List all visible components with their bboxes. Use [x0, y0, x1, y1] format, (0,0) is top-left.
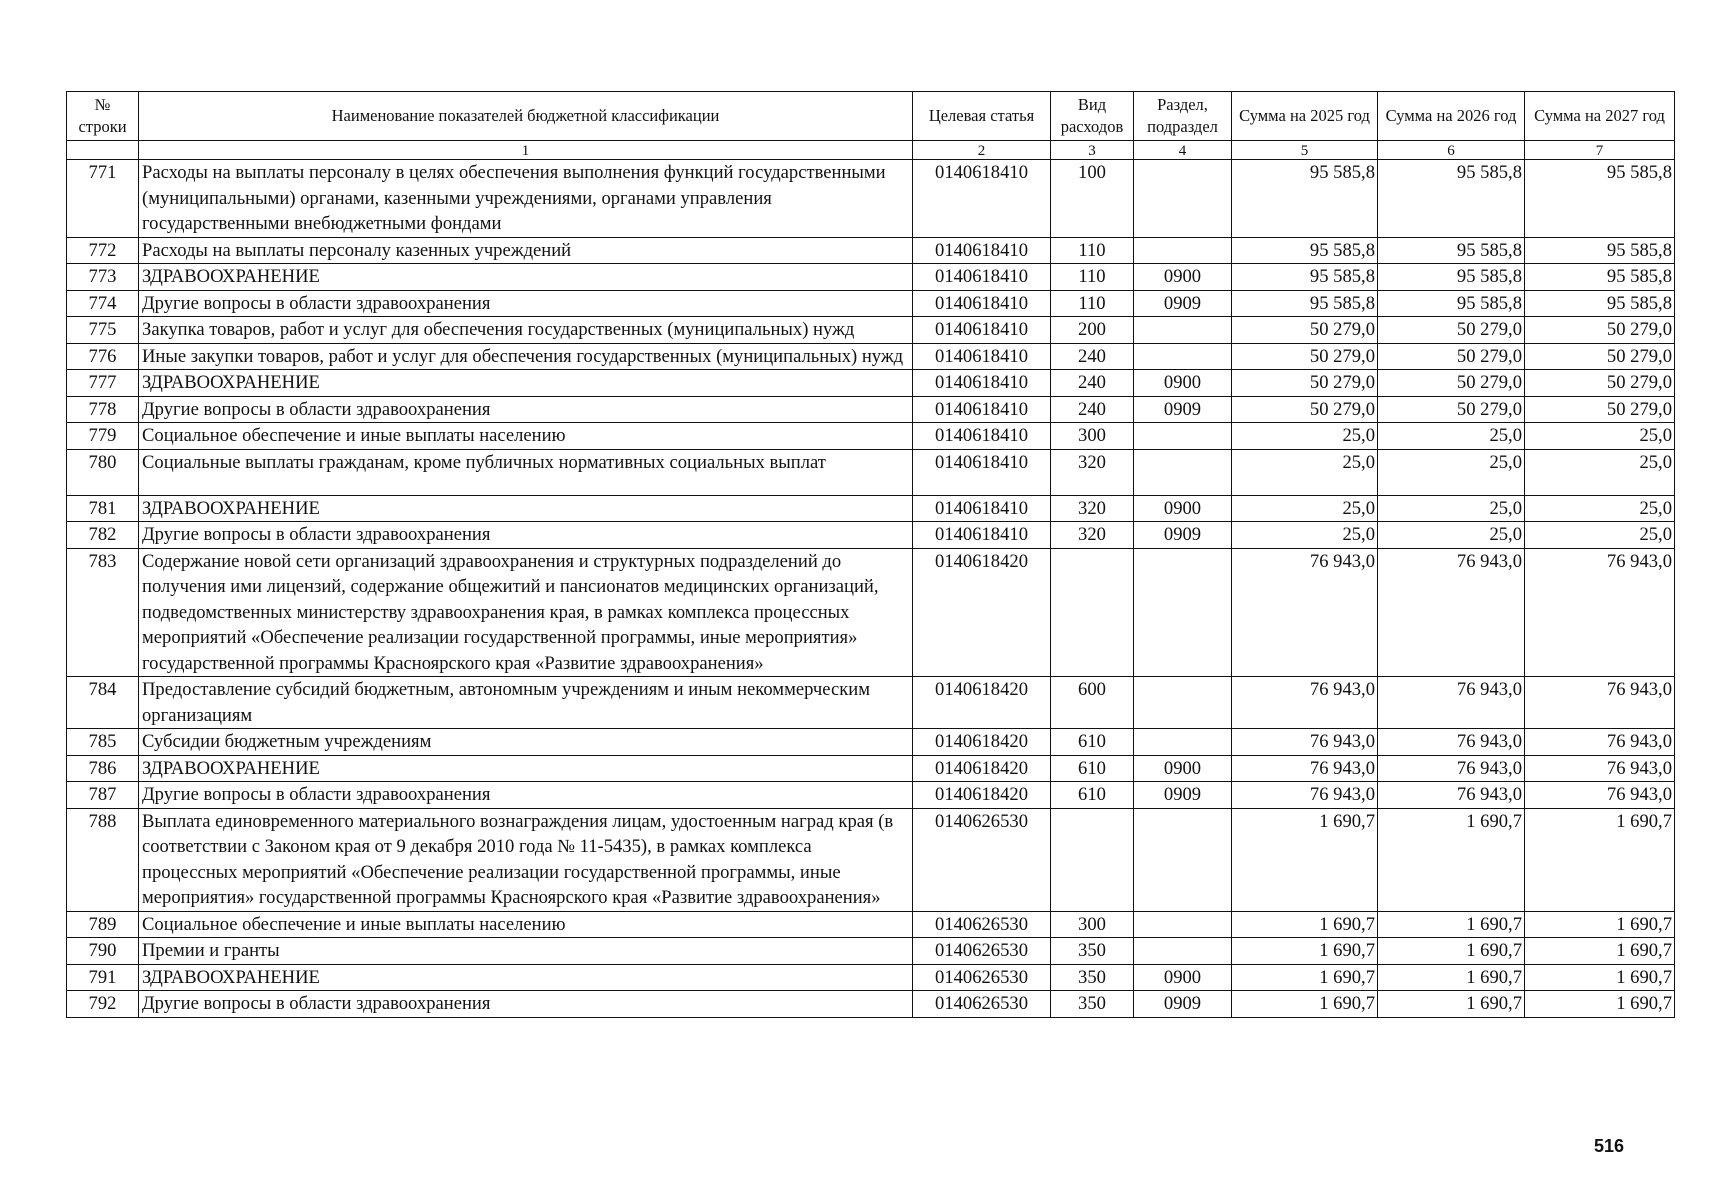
row-sum-2025: 25,0 [1232, 423, 1378, 450]
row-sum-2027: 50 279,0 [1525, 396, 1675, 423]
row-section: 0909 [1134, 522, 1232, 549]
column-number: 7 [1525, 141, 1675, 160]
row-sum-2025: 95 585,8 [1232, 290, 1378, 317]
row-number: 786 [67, 755, 139, 782]
row-expense-type [1051, 808, 1134, 911]
header-sum-2026: Сумма на 2026 год [1378, 92, 1525, 141]
row-section [1134, 938, 1232, 965]
row-sum-2027: 50 279,0 [1525, 370, 1675, 397]
column-number: 6 [1378, 141, 1525, 160]
row-target-article: 0140626530 [913, 808, 1051, 911]
row-sum-2025: 1 690,7 [1232, 991, 1378, 1018]
row-expense-type: 110 [1051, 237, 1134, 264]
row-target-article: 0140618410 [913, 449, 1051, 495]
header-section: Раздел, подраздел [1134, 92, 1232, 141]
row-sum-2026: 1 690,7 [1378, 964, 1525, 991]
row-number: 774 [67, 290, 139, 317]
row-number: 772 [67, 237, 139, 264]
row-expense-type: 110 [1051, 264, 1134, 291]
table-row [67, 808, 1675, 911]
row-name: Другие вопросы в области здравоохранения [139, 782, 913, 809]
table-row [67, 729, 1675, 756]
row-section: 0909 [1134, 396, 1232, 423]
row-sum-2026: 50 279,0 [1378, 396, 1525, 423]
row-target-article: 0140626530 [913, 911, 1051, 938]
row-target-article: 0140618420 [913, 548, 1051, 677]
table-row [67, 343, 1675, 370]
row-sum-2025: 1 690,7 [1232, 938, 1378, 965]
row-name: Расходы на выплаты персоналу казенных учреждений [139, 237, 913, 264]
row-expense-type: 610 [1051, 729, 1134, 756]
row-sum-2027: 95 585,8 [1525, 237, 1675, 264]
table-row [67, 911, 1675, 938]
row-name: Другие вопросы в области здравоохранения [139, 522, 913, 549]
column-number: 1 [139, 141, 913, 160]
row-expense-type: 350 [1051, 938, 1134, 965]
row-section [1134, 343, 1232, 370]
row-name: Выплата единовременного материального вознаграждения лицам, удостоенным наград края (в соответствии с Законом края от 9 декабря 2010 года № 11-5435), в рамках комплекса процессных мероприятий «Обеспечение реализации государственной программы, иные мероприятия» государственной программы Красноярского края «Развитие здравоохранения» [139, 808, 913, 911]
row-target-article: 0140618420 [913, 729, 1051, 756]
row-target-article: 0140618410 [913, 264, 1051, 291]
row-target-article: 0140618410 [913, 423, 1051, 450]
row-sum-2027: 50 279,0 [1525, 343, 1675, 370]
row-sum-2026: 76 943,0 [1378, 729, 1525, 756]
table-row [67, 677, 1675, 729]
row-target-article: 0140618410 [913, 290, 1051, 317]
table-row [67, 522, 1675, 549]
row-sum-2026: 25,0 [1378, 449, 1525, 495]
row-number: 780 [67, 449, 139, 495]
column-number: 3 [1051, 141, 1134, 160]
row-target-article: 0140618410 [913, 237, 1051, 264]
row-section: 0900 [1134, 964, 1232, 991]
table-row [67, 755, 1675, 782]
row-name: Предоставление субсидий бюджетным, автономным учреждениям и иным некоммерческим организациям [139, 677, 913, 729]
row-sum-2027: 95 585,8 [1525, 160, 1675, 238]
row-sum-2025: 50 279,0 [1232, 343, 1378, 370]
row-name: ЗДРАВООХРАНЕНИЕ [139, 755, 913, 782]
row-section [1134, 677, 1232, 729]
row-number: 791 [67, 964, 139, 991]
table-body [67, 160, 1675, 1018]
row-sum-2026: 1 690,7 [1378, 991, 1525, 1018]
row-number: 790 [67, 938, 139, 965]
row-name: Другие вопросы в области здравоохранения [139, 396, 913, 423]
row-sum-2027: 76 943,0 [1525, 548, 1675, 677]
row-target-article: 0140618410 [913, 522, 1051, 549]
row-expense-type: 320 [1051, 495, 1134, 522]
row-name: Расходы на выплаты персоналу в целях обеспечения выполнения функций государственными (муниципальными) органами, казенными учреждениями, органами управления государственными внебюджетными фондами [139, 160, 913, 238]
row-expense-type [1051, 548, 1134, 677]
table-row [67, 782, 1675, 809]
row-target-article: 0140618420 [913, 782, 1051, 809]
row-sum-2026: 95 585,8 [1378, 160, 1525, 238]
row-expense-type: 110 [1051, 290, 1134, 317]
row-sum-2026: 25,0 [1378, 423, 1525, 450]
row-name: Социальное обеспечение и иные выплаты населению [139, 911, 913, 938]
row-sum-2026: 25,0 [1378, 522, 1525, 549]
row-sum-2026: 76 943,0 [1378, 755, 1525, 782]
row-section [1134, 808, 1232, 911]
row-sum-2026: 50 279,0 [1378, 370, 1525, 397]
row-target-article: 0140618420 [913, 755, 1051, 782]
row-number: 783 [67, 548, 139, 677]
row-number: 789 [67, 911, 139, 938]
row-expense-type: 100 [1051, 160, 1134, 238]
table-row [67, 449, 1675, 495]
row-number: 779 [67, 423, 139, 450]
table-row [67, 964, 1675, 991]
table-row [67, 317, 1675, 344]
row-number: 777 [67, 370, 139, 397]
row-number: 782 [67, 522, 139, 549]
row-sum-2025: 1 690,7 [1232, 964, 1378, 991]
row-sum-2027: 50 279,0 [1525, 317, 1675, 344]
row-name: Содержание новой сети организаций здравоохранения и структурных подразделений до получения ими лицензий, содержание общежитий и пансионатов медицинских организаций, подведомственных министерству здравоохранения края, в рамках комплекса процессных мероприятий «Обеспечение реализации государственной программы, иные мероприятия» государственной программы Красноярского края «Развитие здравоохранения» [139, 548, 913, 677]
table-row [67, 370, 1675, 397]
row-number: 775 [67, 317, 139, 344]
row-number: 778 [67, 396, 139, 423]
row-sum-2027: 76 943,0 [1525, 677, 1675, 729]
table-row [67, 290, 1675, 317]
row-number: 773 [67, 264, 139, 291]
row-expense-type: 350 [1051, 964, 1134, 991]
row-expense-type: 600 [1051, 677, 1134, 729]
row-expense-type: 610 [1051, 782, 1134, 809]
row-sum-2027: 76 943,0 [1525, 755, 1675, 782]
table-row [67, 991, 1675, 1018]
row-number: 776 [67, 343, 139, 370]
header-sum-2027: Сумма на 2027 год [1525, 92, 1675, 141]
column-number: 5 [1232, 141, 1378, 160]
row-sum-2025: 76 943,0 [1232, 755, 1378, 782]
row-target-article: 0140626530 [913, 938, 1051, 965]
row-section: 0900 [1134, 755, 1232, 782]
row-section [1134, 160, 1232, 238]
row-sum-2026: 50 279,0 [1378, 343, 1525, 370]
row-number: 771 [67, 160, 139, 238]
row-name: ЗДРАВООХРАНЕНИЕ [139, 964, 913, 991]
row-section [1134, 317, 1232, 344]
header-sum-2025: Сумма на 2025 год [1232, 92, 1378, 141]
row-name: Иные закупки товаров, работ и услуг для обеспечения государственных (муниципальных) нужд [139, 343, 913, 370]
row-expense-type: 300 [1051, 423, 1134, 450]
page-number: 516 [1594, 1136, 1625, 1156]
row-section: 0909 [1134, 991, 1232, 1018]
row-sum-2026: 76 943,0 [1378, 782, 1525, 809]
header-row [67, 92, 1675, 141]
row-sum-2025: 50 279,0 [1232, 396, 1378, 423]
row-sum-2027: 95 585,8 [1525, 290, 1675, 317]
row-section [1134, 423, 1232, 450]
row-name: Другие вопросы в области здравоохранения [139, 290, 913, 317]
row-sum-2027: 76 943,0 [1525, 782, 1675, 809]
row-sum-2027: 1 690,7 [1525, 991, 1675, 1018]
row-section: 0900 [1134, 264, 1232, 291]
header-row-no: № строки [67, 92, 139, 141]
row-sum-2025: 1 690,7 [1232, 911, 1378, 938]
row-expense-type: 240 [1051, 343, 1134, 370]
row-section [1134, 548, 1232, 677]
row-name: ЗДРАВООХРАНЕНИЕ [139, 264, 913, 291]
row-name: Другие вопросы в области здравоохранения [139, 991, 913, 1018]
table-row [67, 938, 1675, 965]
row-name: ЗДРАВООХРАНЕНИЕ [139, 495, 913, 522]
budget-table [66, 91, 1675, 1018]
row-target-article: 0140618410 [913, 495, 1051, 522]
row-sum-2026: 95 585,8 [1378, 264, 1525, 291]
row-expense-type: 320 [1051, 449, 1134, 495]
row-name: Социальное обеспечение и иные выплаты населению [139, 423, 913, 450]
table-row [67, 396, 1675, 423]
row-target-article: 0140618410 [913, 317, 1051, 344]
row-expense-type: 320 [1051, 522, 1134, 549]
table-row [67, 160, 1675, 238]
row-name: Социальные выплаты гражданам, кроме публичных нормативных социальных выплат [139, 449, 913, 495]
row-sum-2027: 25,0 [1525, 522, 1675, 549]
row-sum-2025: 25,0 [1232, 495, 1378, 522]
row-expense-type: 300 [1051, 911, 1134, 938]
row-sum-2025: 25,0 [1232, 449, 1378, 495]
row-sum-2025: 76 943,0 [1232, 729, 1378, 756]
row-sum-2027: 25,0 [1525, 423, 1675, 450]
row-sum-2027: 1 690,7 [1525, 964, 1675, 991]
row-section [1134, 449, 1232, 495]
column-number [67, 141, 139, 160]
row-sum-2026: 1 690,7 [1378, 808, 1525, 911]
row-number: 784 [67, 677, 139, 729]
row-sum-2026: 95 585,8 [1378, 290, 1525, 317]
row-name: Премии и гранты [139, 938, 913, 965]
row-section [1134, 729, 1232, 756]
row-expense-type: 240 [1051, 396, 1134, 423]
row-number: 788 [67, 808, 139, 911]
row-name: Субсидии бюджетным учреждениям [139, 729, 913, 756]
column-number: 4 [1134, 141, 1232, 160]
row-sum-2025: 1 690,7 [1232, 808, 1378, 911]
row-section: 0909 [1134, 290, 1232, 317]
header-target: Целевая статья [913, 92, 1051, 141]
row-sum-2026: 1 690,7 [1378, 938, 1525, 965]
row-sum-2027: 1 690,7 [1525, 808, 1675, 911]
row-sum-2027: 76 943,0 [1525, 729, 1675, 756]
row-number: 781 [67, 495, 139, 522]
row-number: 785 [67, 729, 139, 756]
row-sum-2025: 25,0 [1232, 522, 1378, 549]
table-row [67, 548, 1675, 677]
table-row [67, 495, 1675, 522]
row-sum-2026: 25,0 [1378, 495, 1525, 522]
row-sum-2025: 76 943,0 [1232, 677, 1378, 729]
table-row [67, 423, 1675, 450]
row-section [1134, 911, 1232, 938]
column-number: 2 [913, 141, 1051, 160]
row-expense-type: 200 [1051, 317, 1134, 344]
header-type: Вид расходов [1051, 92, 1134, 141]
row-sum-2025: 50 279,0 [1232, 317, 1378, 344]
row-target-article: 0140626530 [913, 991, 1051, 1018]
budget-table-sheet [66, 91, 1674, 1018]
row-sum-2027: 25,0 [1525, 449, 1675, 495]
row-target-article: 0140618410 [913, 343, 1051, 370]
row-sum-2027: 95 585,8 [1525, 264, 1675, 291]
row-section [1134, 237, 1232, 264]
row-target-article: 0140618410 [913, 396, 1051, 423]
row-sum-2026: 76 943,0 [1378, 677, 1525, 729]
row-section: 0900 [1134, 495, 1232, 522]
row-sum-2026: 1 690,7 [1378, 911, 1525, 938]
row-name: ЗДРАВООХРАНЕНИЕ [139, 370, 913, 397]
header-name: Наименование показателей бюджетной классификации [139, 92, 913, 141]
row-target-article: 0140626530 [913, 964, 1051, 991]
table-row [67, 237, 1675, 264]
row-sum-2027: 1 690,7 [1525, 911, 1675, 938]
row-sum-2025: 95 585,8 [1232, 264, 1378, 291]
table-row [67, 264, 1675, 291]
row-section: 0900 [1134, 370, 1232, 397]
row-sum-2027: 1 690,7 [1525, 938, 1675, 965]
row-sum-2026: 50 279,0 [1378, 317, 1525, 344]
row-sum-2027: 25,0 [1525, 495, 1675, 522]
row-sum-2025: 76 943,0 [1232, 548, 1378, 677]
row-sum-2025: 95 585,8 [1232, 237, 1378, 264]
row-expense-type: 240 [1051, 370, 1134, 397]
row-sum-2026: 95 585,8 [1378, 237, 1525, 264]
row-sum-2025: 95 585,8 [1232, 160, 1378, 238]
row-target-article: 0140618410 [913, 370, 1051, 397]
row-name: Закупка товаров, работ и услуг для обеспечения государственных (муниципальных) нужд [139, 317, 913, 344]
row-target-article: 0140618420 [913, 677, 1051, 729]
row-number: 792 [67, 991, 139, 1018]
row-sum-2025: 76 943,0 [1232, 782, 1378, 809]
row-sum-2026: 76 943,0 [1378, 548, 1525, 677]
row-target-article: 0140618410 [913, 160, 1051, 238]
column-number-row [67, 141, 1675, 160]
row-number: 787 [67, 782, 139, 809]
row-expense-type: 610 [1051, 755, 1134, 782]
row-expense-type: 350 [1051, 991, 1134, 1018]
row-sum-2025: 50 279,0 [1232, 370, 1378, 397]
row-section: 0909 [1134, 782, 1232, 809]
